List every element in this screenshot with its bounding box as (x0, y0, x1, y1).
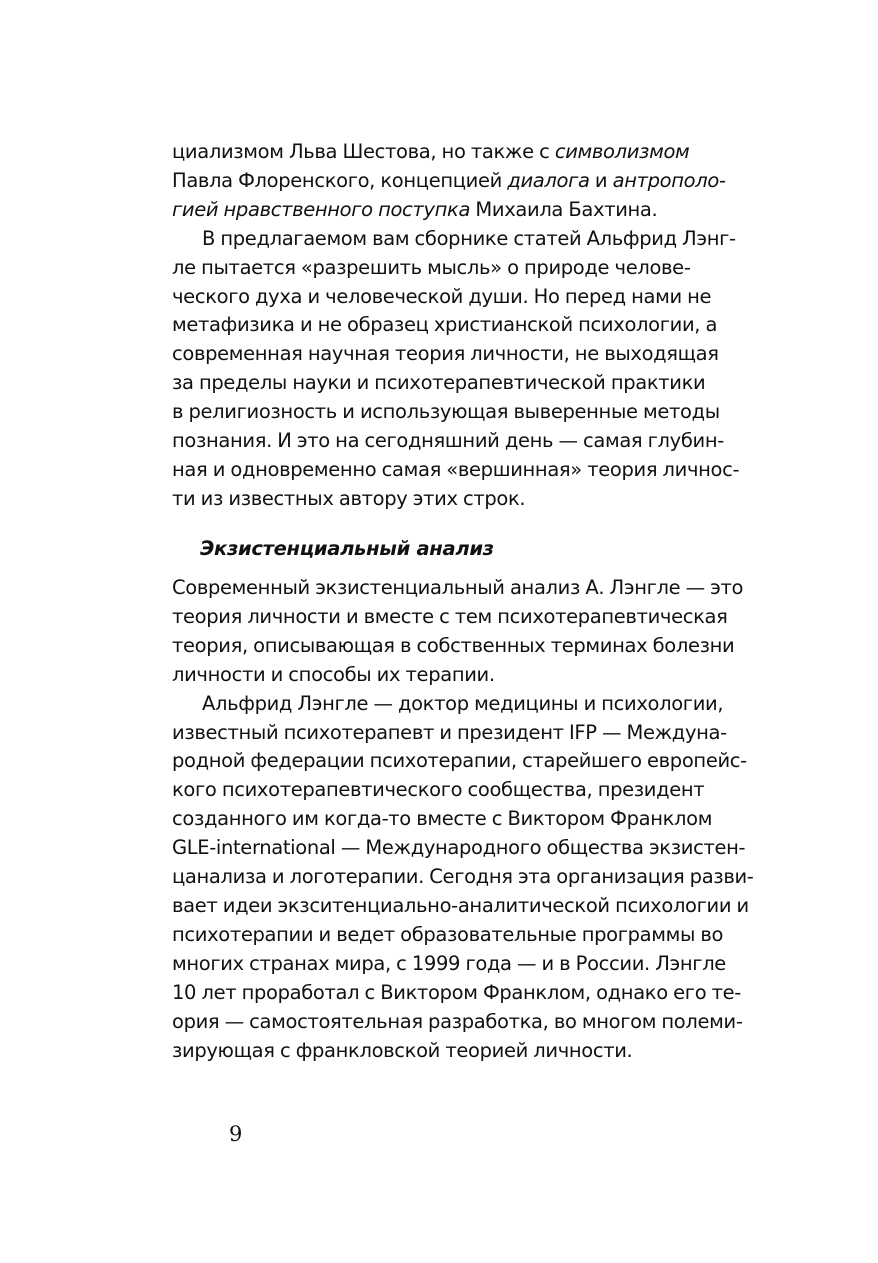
text-line (172, 834, 746, 863)
text-line (172, 603, 728, 632)
text-line (172, 979, 741, 1008)
text-run: GLE-international — Международного общества экзистен- (172, 836, 746, 860)
text-run: за пределы науки и психотерапевтической практики (172, 371, 706, 395)
text-run: 10 лет проработал с Виктором Франклом, однако его те- (172, 980, 741, 1004)
text-run: созданного им когда-то вместе с Виктором Франклом (172, 807, 713, 831)
text-run: ория — самостоятельная разработка, во многом полеми- (172, 1009, 743, 1033)
text-line (172, 747, 747, 776)
text-line (172, 1037, 712, 1066)
text-run: цанализа и логотерапии. Сегодня эта организация разви- (172, 865, 754, 889)
text-run: ная и одновременно самая «вершинная» теория личнос- (172, 457, 740, 481)
text-line (172, 311, 718, 340)
text-line (172, 661, 712, 690)
text-run: метафизика и не образец христианской психологии, а (172, 313, 718, 337)
text-run: Современный экзистенциальный анализ А. Лэнгле — это (172, 576, 744, 599)
text-run: познания. И это на сегодняшний день — самая глубин- (172, 429, 724, 453)
text-run: в религиозность и использующая выверенные методы (172, 400, 720, 424)
text-run: теория, описывающая в собственных терминах болезни (172, 633, 735, 657)
text-line (172, 398, 720, 427)
text-run: психотерапии и ведет образовательные программы во (172, 922, 724, 946)
text-block-1 (172, 138, 740, 514)
text-run: В предлагаемом вам сборнике статей Альфрид Лэнг- (202, 226, 736, 250)
text-run: кого психотерапевтического сообщества, президент (172, 778, 705, 802)
text-run: Михаила Бахтина. (470, 197, 658, 221)
text-line (172, 225, 736, 254)
text-run: Павла Флоренского, концепцией (172, 168, 508, 192)
text-run: ти из известных автору этих строк. (172, 486, 526, 510)
text-run: вает идеи экзситенциально-аналитической психологии и (172, 893, 749, 917)
text-line (172, 485, 712, 514)
text-line (172, 950, 726, 979)
text-run: циализмом Льва Шестова, но также с (172, 140, 555, 163)
text-line (172, 138, 712, 167)
text-run: современная научная теория личности, не выходящая (172, 342, 719, 366)
text-run: ле пытается «разрешить мысль» о природе челове- (172, 255, 691, 279)
text-run: известный психотерапевт и президент IFP — Междуна- (172, 720, 727, 744)
text-run: ческого духа и человеческой души. Но перед нами не (172, 284, 712, 308)
page-number: 9 (229, 1122, 243, 1146)
text-line (172, 427, 724, 456)
text-line (172, 892, 749, 921)
italic-phrase: антрополо- (612, 168, 726, 192)
text-line (172, 921, 724, 950)
text-run: и (589, 168, 613, 192)
text-run: Альфрид Лэнгле — доктор медицины и психологии, (202, 691, 724, 715)
text-line (172, 369, 712, 398)
text-line (172, 1008, 743, 1037)
text-line (172, 863, 754, 892)
text-run: личности и способы их терапии. (172, 662, 495, 686)
text-run: теория личности и вместе с тем психотерапевтическая (172, 604, 728, 628)
text-run: родной федерации психотерапии, старейшего европейс- (172, 749, 747, 773)
text-line (172, 196, 712, 225)
text-line (172, 805, 712, 834)
text-run: многих странах мира, с 1999 года — и в России. Лэнгле (172, 951, 726, 975)
text-line (172, 283, 712, 312)
text-line (172, 719, 727, 748)
section-heading: Экзистенциальный анализ (200, 537, 494, 560)
text-block-2 (172, 574, 754, 1065)
text-line (172, 167, 726, 196)
text-line (172, 340, 719, 369)
text-line (172, 776, 712, 805)
text-line (172, 574, 744, 603)
text-line (172, 632, 735, 661)
text-line (172, 254, 712, 283)
italic-phrase: символизмом (554, 140, 690, 163)
text-line (172, 690, 724, 719)
text-run: зирующая с франкловской теорией личности. (172, 1038, 633, 1062)
text-line (172, 456, 740, 485)
italic-phrase: гией нравственного поступка (172, 197, 471, 221)
italic-phrase: диалога (507, 168, 590, 192)
